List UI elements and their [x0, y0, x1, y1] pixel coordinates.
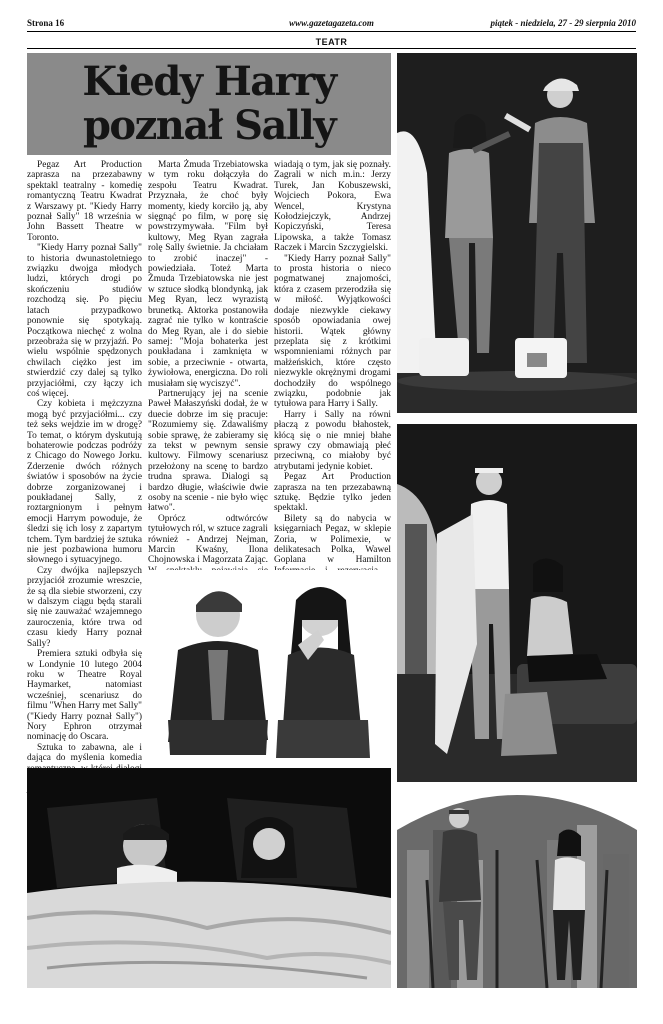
paragraph: Premiera sztuki odbyła się w Londynie 10 lutego 2004 roku w Theatre Royal Haymarket, natomiast wcześniej, scenariusz do filmu "When Harry met Sally" ("Kiedy Harry poznał Sally") Nory Ephron otrzymał nominację do Oscara.	[27, 649, 142, 743]
paragraph: Harry i Sally na równi płaczą z powodu błahostek, kłócą się o nie mniej błahe sprawy czy obmawiają płeć przeciwną, co miałoby być atrybutami jedynie kobiet.	[274, 409, 391, 472]
stage-photo-bed	[27, 768, 391, 988]
stage-photo-gym	[397, 790, 637, 988]
stage-photo-towel	[397, 424, 637, 782]
page-number: Strona 16	[27, 18, 65, 28]
actors-portrait	[148, 570, 391, 762]
article-column-3	[274, 160, 391, 641]
paragraph: Czy dwójka najlepszych przyjaciół zrozumie wreszcie, że są dla siebie stworzeni, czy w dalszym ciągu będą starali się nie zauważać wzajemnego zauroczenia, które trwa od czasu kiedy Harry poznał Sally?	[27, 565, 142, 649]
paragraph: "Kiedy Harry poznał Sally" to prosta historia o nieco pogmatwanej znajomości, która z czasem przerodziła się w miłość. Wyjątkowości dodaje niezwykle ciekawy sposób opowiadania owej historii. Wątek główny przeplata się z krótkimi wspomnieniami różnych par małżeńskich, które często niezwykle okrężnymi drogami dochodziły do wspólnego związku, podobnie jak tytułowa para Harry i Sally.	[274, 253, 391, 410]
paragraph: Czy kobieta i mężczyzna mogą być przyjaciółmi... czy też seks wejdzie im w drogę? To temat, o którym dyskutują bohaterowie podczas podróży z Chicago do Nowego Jorku. Zderzenie dwóch różnych światów i sposobów na życie dobrze zorganizowanej i poukładanej Sally, z roztargnionym i pełnym emocji Harrym powoduje, że śledzi się ich losy z zapartym tchem. Tym bardziej że sztuka nie jest pozbawiona humoru słownego i sytuacyjnego.	[27, 399, 142, 566]
site-url[interactable]: www.gazetagazeta.com	[289, 18, 374, 28]
paragraph: wiadają o tym, jak się poznały. Zagrali w nich m.in.: Jerzy Turek, Jan Kobuszewski, Wojciech Pokora, Ewa Wencel, Krystyna Kołodziejczyk, Andrzej Kopiczyński, Teresa Lipowska, a także Tomasz Raczek i Marcin Szczygielski.	[274, 160, 391, 254]
paragraph: Pegaz Art Production zaprasza na przezabawny spektakl teatralny - komedię romantyczną Teatru Kwadrat z Warszawy pt. "Kiedy Harry poznał Sally" 18 września w John Bassett Theatre w Toronto.	[27, 160, 142, 243]
title-line-1: Kiedy Harry	[82, 58, 336, 105]
paragraph: Pegaz Art Production zaprasza na ten przezabawną sztukę. Będzie tylko jeden spektakl.	[274, 472, 391, 514]
article-title	[27, 53, 391, 155]
paragraph: Marta Żmuda Trzebiatowska w tym roku dołączyła do zespołu Teatru Kwadrat. Przyznała, że choć były momenty, kiedy korciło ją, aby sięgnąć po film, w porę się powstrzymywała. "Film był kultowy, Meg Ryan zagrała rolę Sally świetnie. Ja chciałam to zrobić inaczej" - powiedziała. Toteż Marta Żmuda Trzebiatowska nie jest w sztuce słodką blondynką, jak Meg Ryan, lecz wyrazistą brunetką. Aktorka postanowiła zagrać nie tylko w kontraście do Meg Ryan, ale i do siebie samej: "Moja bohaterka jest poukładana i zamknięta w sobie, a przeciwnie - otwarta, żywiołowa, energiczna. Do roli musiałam się wyciszyć".	[148, 160, 268, 389]
title-line-2: poznał Sally	[82, 102, 336, 149]
section-rule	[27, 48, 636, 49]
paragraph: Sztuka to zabawna, ale i dająca do myślenia komedia	[27, 742, 142, 764]
stage-photo-violin	[397, 53, 637, 413]
paragraph: "Kiedy Harry poznał Sally" to historia dwunastoletniego związku dwojga młodych ludzi, których drogi po skończeniu studiów rozchodzą się. Po pięciu latach przypadkowo ponownie się spotykają. Początkowa niechęć z wolna przeobraża się w przyjaźń. Po wielu wspólnie spędzonych chwilach ciężko jest im stwierdzić czy dalej są tylko przyjaciółmi, czy łączy ich coś więcej.	[27, 243, 142, 399]
paragraph: Partnerujący jej na scenie Paweł Małaszyński dodał, że w duecie dobrze im się pracuje: "Rozumiemy się. Zdawaliśmy sobie sprawę, że zabieramy się za tekst w pewnym sensie kultowy. Filmowy scenariusz przełożony na scenę to bardzo trudna sprawa. Dialogi są bardzo długie, właściwie dwie osoby na scenie - nie było więc łatwo".	[148, 388, 268, 514]
paragraph: Oprócz odtwórców tytułowych ról, w sztuce zagrali również - Andrzej Nejman, Marcin Kwaśny, Ilona Chojnowska i Magorzata Zając.	[148, 513, 269, 566]
section-label: TEATR	[315, 37, 348, 47]
paragraph: Bilety są do nabycia w księgarniach Pegaz, w sklepie Zoria, w Polimexie, w delikatesach Polka, Wawel Goplana w Hamilton	[274, 513, 391, 566]
article-column-2	[148, 160, 268, 618]
issue-date: piątek - niedziela, 27 - 29 sierpnia 2010	[490, 18, 636, 28]
header-rule	[27, 31, 636, 32]
